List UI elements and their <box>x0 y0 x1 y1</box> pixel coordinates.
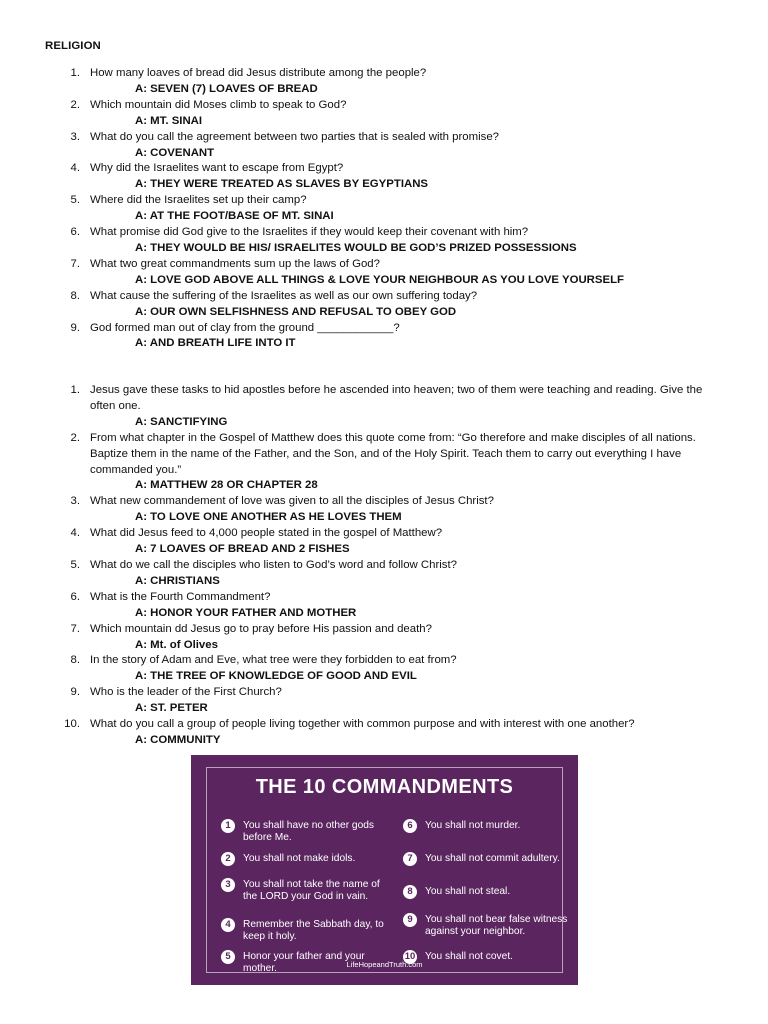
question-item <box>60 431 730 495</box>
answer-text: A: ST. PETER <box>135 702 208 715</box>
question-item <box>60 321 730 353</box>
question-text: What is the Fourth Commandment? <box>90 590 271 603</box>
question-number: 4. <box>70 527 80 540</box>
question-number: 10. <box>64 718 80 731</box>
question-text: What new commandement of love was given to all the disciples of Jesus Christ? <box>90 495 494 508</box>
question-text: What did Jesus feed to 4,000 people stated in the gospel of Matthew? <box>90 527 443 540</box>
answer-text: A: THE TREE OF KNOWLEDGE OF GOOD AND EVIL <box>135 670 417 683</box>
answer-text: A: OUR OWN SELFISHNESS AND REFUSAL TO OBEY GOD <box>135 305 457 318</box>
question-item <box>60 590 730 622</box>
question-text: What do you call the agreement between two parties that is sealed with promise? <box>90 130 500 143</box>
commandment-text: You shall not covet. <box>425 951 513 962</box>
question-text: What two great commandments sum up the laws of God? <box>90 257 380 270</box>
question-text: What do you call a group of people living together with common purpose and with interest with one another? <box>90 718 635 731</box>
question-number: 7. <box>70 257 80 270</box>
commandment-text: You shall not take the name of the LORD your God in vain. <box>243 879 380 902</box>
question-text: God formed man out of clay from the ground ____________? <box>90 321 400 334</box>
commandment-number-badge: 8 <box>403 885 417 899</box>
commandment-text: Honor your father and your mother. <box>243 951 365 974</box>
question-item <box>60 161 730 193</box>
commandment-number-badge: 3 <box>221 878 235 892</box>
commandment-text: You shall not commit adultery. <box>425 853 560 864</box>
question-number: 8. <box>70 289 80 302</box>
answer-text: A: CHRISTIANS <box>135 574 220 587</box>
question-number: 7. <box>70 622 80 635</box>
question-number: 6. <box>70 226 80 239</box>
answer-text: A: SANCTIFYING <box>135 415 228 428</box>
question-list-2 <box>60 383 730 749</box>
question-item <box>60 685 730 717</box>
commandment-item <box>403 914 573 937</box>
question-list-1 <box>60 66 730 352</box>
commandment-number-badge: 6 <box>403 819 417 833</box>
answer-text: A: HONOR YOUR FATHER AND MOTHER <box>135 606 357 619</box>
poster-title: THE 10 COMMANDMENTS <box>255 776 514 798</box>
answer-text: A: 7 LOAVES OF BREAD AND 2 FISHES <box>135 543 350 556</box>
question-number: 1. <box>70 67 80 79</box>
question-text: Jesus gave these tasks to hid apostles before he ascended into heaven; two of them were teaching and reading. Give the often one. <box>90 384 703 412</box>
question-number: 1. <box>70 384 80 396</box>
commandment-text: You shall not murder. <box>425 820 521 831</box>
commandment-number-badge: 10 <box>404 951 416 962</box>
answer-text: A: COMMUNITY <box>135 733 221 746</box>
question-item <box>60 494 730 526</box>
commandment-text: You shall not bear false witness against your neighbor. <box>425 914 568 937</box>
commandment-item <box>221 919 391 942</box>
question-item <box>60 526 730 558</box>
answer-text: A: THEY WOULD BE HIS/ ISRAELITES WOULD BE GOD’S PRIZED POSSESSIONS <box>135 241 577 254</box>
question-number: 9. <box>70 686 80 699</box>
question-item <box>60 383 730 431</box>
question-item <box>60 622 730 654</box>
answer-text: A: Mt. of Olives <box>135 638 218 651</box>
question-text: From what chapter in the Gospel of Matthew does this quote come from: “Go therefore and make disciples of all nations. Baptize them in the name of the Father, and the Son, and of the Holy Spirit. Teach them to carry out everything I have commanded you.” <box>90 431 696 476</box>
question-item <box>60 653 730 685</box>
question-number: 4. <box>70 162 80 175</box>
commandment-item <box>403 853 573 865</box>
answer-text: A: TO LOVE ONE ANOTHER AS HE LOVES THEM <box>135 511 402 524</box>
question-text: Where did the Israelites set up their camp? <box>90 194 307 207</box>
question-item <box>60 717 730 749</box>
question-text: What cause the suffering of the Israelites as well as our own suffering today? <box>90 289 478 302</box>
commandment-item <box>403 886 573 898</box>
commandment-item <box>221 879 391 902</box>
question-text: What do we call the disciples who listen to God’s word and follow Christ? <box>90 558 457 571</box>
question-item <box>60 558 730 590</box>
answer-text: A: MATTHEW 28 OR CHAPTER 28 <box>135 479 318 492</box>
question-number: 3. <box>70 495 80 508</box>
answer-text: A: AND BREATH LIFE INTO IT <box>135 337 296 350</box>
question-text: In the story of Adam and Eve, what tree were they forbidden to eat from? <box>90 654 457 667</box>
question-text: Which mountain did Moses climb to speak to God? <box>90 98 347 111</box>
commandment-number-badge: 2 <box>221 852 235 866</box>
commandment-text: You shall not steal. <box>425 886 511 897</box>
question-number: 5. <box>70 194 80 207</box>
question-number: 9. <box>70 321 80 334</box>
question-text: Which mountain dd Jesus go to pray before His passion and death? <box>90 622 432 635</box>
answer-text: A: AT THE FOOT/BASE OF MT. SINAI <box>135 210 334 223</box>
poster-border <box>206 767 568 974</box>
answer-text: A: THEY WERE TREATED AS SLAVES BY EGYPTIANS <box>135 178 429 191</box>
question-text: What promise did God give to the Israelites if they would keep their covenant with him? <box>90 226 529 239</box>
question-number: 6. <box>70 590 80 603</box>
commandment-number-badge: 4 <box>221 918 235 932</box>
answer-text: A: LOVE GOD ABOVE ALL THINGS & LOVE YOUR NEIGHBOUR AS YOU LOVE YOURSELF <box>135 273 625 286</box>
question-item <box>60 193 730 225</box>
question-number: 2. <box>70 431 80 444</box>
commandment-item <box>221 853 391 865</box>
answer-text: A: COVENANT <box>135 146 215 159</box>
question-item <box>60 289 730 321</box>
commandment-number-badge: 5 <box>221 950 235 964</box>
question-number: 5. <box>70 558 80 571</box>
commandment-number-badge: 7 <box>403 852 417 866</box>
question-number: 3. <box>70 130 80 143</box>
ten-commandments-poster <box>191 755 578 985</box>
commandment-text: Remember the Sabbath day, to keep it holy. <box>243 919 384 942</box>
commandment-item <box>403 820 573 832</box>
poster-footer: LifeHopeandTruth.com <box>346 960 423 969</box>
page-title: RELIGION <box>45 40 101 52</box>
question-text: How many loaves of bread did Jesus distribute among the people? <box>90 67 427 79</box>
question-text: Why did the Israelites want to escape from Egypt? <box>90 162 344 175</box>
question-number: 2. <box>70 98 80 111</box>
commandment-text: You shall not make idols. <box>243 853 356 864</box>
question-item <box>60 257 730 289</box>
commandment-text: You shall have no other gods before Me. <box>243 820 375 843</box>
commandment-number-badge: 1 <box>221 819 235 833</box>
question-item <box>60 130 730 162</box>
answer-text: A: SEVEN (7) LOAVES OF BREAD <box>135 82 318 95</box>
answer-text: A: MT. SINAI <box>135 114 203 127</box>
question-item <box>60 225 730 257</box>
question-number: 8. <box>70 654 80 667</box>
question-item <box>60 66 730 98</box>
commandment-number-badge: 9 <box>403 913 417 927</box>
question-item <box>60 98 730 130</box>
question-text: Who is the leader of the First Church? <box>90 686 282 699</box>
commandment-item <box>221 820 391 843</box>
